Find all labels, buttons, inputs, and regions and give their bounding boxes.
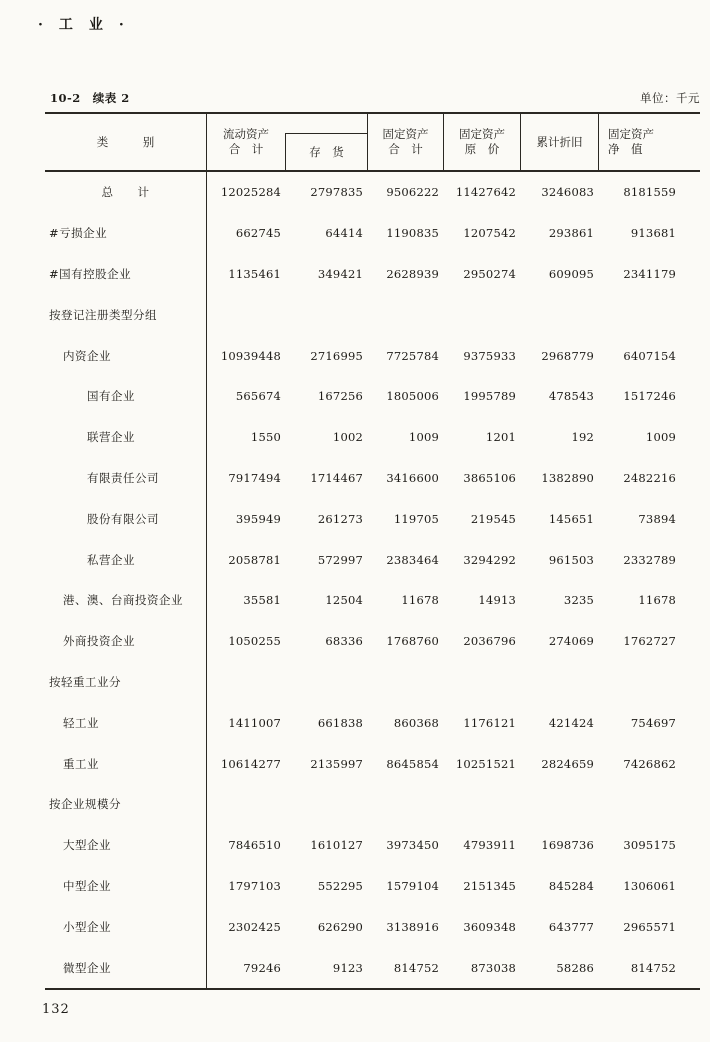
row-value: 1190835	[386, 226, 439, 241]
table-row	[45, 498, 700, 539]
row-value: 145651	[548, 511, 594, 526]
table-caption: 10-2 续表 2	[50, 91, 130, 105]
row-value: 293861	[548, 226, 594, 241]
table-row	[45, 621, 700, 662]
row-label: 国有企业	[45, 376, 207, 417]
row-value: 7846510	[228, 838, 281, 853]
row-value: 2058781	[228, 552, 281, 567]
row-value: 1550	[250, 430, 281, 445]
row-value: 845284	[548, 878, 594, 893]
row-value: 14913	[478, 593, 516, 608]
row-label: 轻工业	[45, 702, 207, 743]
row-value: 913681	[630, 226, 676, 241]
row-value: 219545	[470, 511, 516, 526]
row-label: 有限责任公司	[45, 458, 207, 499]
row-value: 3294292	[463, 552, 516, 567]
row-value: 1805006	[386, 389, 439, 404]
row-value: 1207542	[463, 226, 516, 241]
table-row	[45, 866, 700, 907]
row-value: 68336	[325, 634, 363, 649]
row-value: 565674	[235, 389, 281, 404]
row-value: 1306061	[623, 878, 676, 893]
row-value: 478543	[548, 389, 594, 404]
row-value: 572997	[317, 552, 363, 567]
row-label: 重工业	[45, 743, 207, 784]
row-value: 11678	[638, 593, 676, 608]
col-header-depreciation-label: 累计折旧	[536, 134, 583, 149]
row-value: 3138916	[386, 919, 439, 934]
row-value: 9375933	[463, 348, 516, 363]
table-body	[45, 172, 700, 990]
row-value: 2716995	[310, 348, 363, 363]
row-value: 4793911	[463, 838, 516, 853]
row-label: #亏损企业	[45, 213, 207, 254]
row-value: 64414	[325, 226, 363, 241]
row-value: 1579104	[386, 878, 439, 893]
row-value: 8645854	[386, 756, 439, 771]
row-value: 274069	[548, 634, 594, 649]
row-value: 395949	[235, 511, 281, 526]
col-header-inventory	[285, 133, 367, 170]
row-value: 1135461	[228, 266, 281, 281]
row-value: 552295	[317, 878, 363, 893]
table-header	[45, 112, 700, 172]
col-header-fixed-assets-original-line2: 原 价	[464, 142, 500, 156]
row-value: 1762727	[623, 634, 676, 649]
row-value: 9506222	[386, 185, 439, 200]
row-label: 私营企业	[45, 539, 207, 580]
row-value: 2968779	[541, 348, 594, 363]
col-header-depreciation	[520, 114, 598, 170]
row-value: 12025284	[220, 185, 281, 200]
row-value: 661838	[317, 715, 363, 730]
row-label: 按企业规模分	[45, 784, 207, 825]
row-label: 按登记注册类型分组	[45, 294, 207, 335]
row-value: 1714467	[310, 470, 363, 485]
row-value: 349421	[317, 266, 363, 281]
col-header-fixed-assets-total-line2: 合 计	[388, 142, 423, 156]
row-label: 总 计	[45, 172, 207, 213]
col-header-category	[45, 114, 207, 170]
row-value: 7426862	[623, 756, 676, 771]
col-header-current-assets-total	[207, 114, 285, 170]
row-value: 2482216	[623, 470, 676, 485]
row-value: 12504	[325, 593, 363, 608]
row-value: 58286	[556, 960, 594, 975]
row-value: 9123	[332, 960, 363, 975]
row-value: 7917494	[228, 470, 281, 485]
table-row	[45, 376, 700, 417]
col-header-inventory-label: 存 货	[309, 144, 344, 159]
row-value: 10939448	[220, 348, 281, 363]
unit-label: 单位：千元	[640, 91, 700, 105]
row-value: 421424	[548, 715, 594, 730]
row-value: 1009	[408, 430, 439, 445]
row-value: 1201	[485, 430, 516, 445]
row-value: 2332789	[623, 552, 676, 567]
table-row	[45, 417, 700, 458]
table-row	[45, 580, 700, 621]
row-value: 873038	[470, 960, 516, 975]
row-value: 1768760	[386, 634, 439, 649]
col-header-current-assets-line2: 合 计	[228, 142, 264, 156]
row-value: 6407154	[623, 348, 676, 363]
table-row	[45, 294, 700, 335]
row-value: 3609348	[463, 919, 516, 934]
statistics-table	[45, 112, 700, 990]
row-value: 79246	[243, 960, 281, 975]
row-value: 10251521	[455, 756, 516, 771]
row-label: 大型企业	[45, 825, 207, 866]
running-head: · 工 业 ·	[38, 17, 125, 33]
row-value: 2341179	[623, 266, 676, 281]
col-header-current-assets-line1: 流动资产	[223, 127, 269, 141]
table-row	[45, 539, 700, 580]
table-row	[45, 743, 700, 784]
row-value: 754697	[630, 715, 676, 730]
row-value: 609095	[548, 266, 594, 281]
row-label: 港、澳、台商投资企业	[45, 580, 207, 621]
row-value: 3246083	[541, 185, 594, 200]
row-value: 192	[571, 430, 594, 445]
row-label: 按轻重工业分	[45, 662, 207, 703]
row-value: 1995789	[463, 389, 516, 404]
row-label: 联营企业	[45, 417, 207, 458]
table-row	[45, 784, 700, 825]
row-label: #国有控股企业	[45, 254, 207, 295]
row-value: 1610127	[310, 838, 363, 853]
row-value: 167256	[317, 389, 363, 404]
row-value: 814752	[630, 960, 676, 975]
row-value: 3416600	[386, 470, 439, 485]
row-label: 微型企业	[45, 947, 207, 988]
row-label: 外商投资企业	[45, 621, 207, 662]
table-row	[45, 335, 700, 376]
row-value: 860368	[393, 715, 439, 730]
row-value: 2151345	[463, 878, 516, 893]
row-value: 626290	[317, 919, 363, 934]
row-label: 内资企业	[45, 335, 207, 376]
row-label: 中型企业	[45, 866, 207, 907]
row-value: 961503	[548, 552, 594, 567]
page-number: 132	[42, 1002, 70, 1017]
table-row	[45, 906, 700, 947]
row-value: 1797103	[228, 878, 281, 893]
row-value: 2036796	[463, 634, 516, 649]
row-value: 2797835	[310, 185, 363, 200]
row-value: 11427642	[455, 185, 516, 200]
row-value: 2383464	[386, 552, 439, 567]
row-value: 1698736	[541, 838, 594, 853]
row-value: 1176121	[463, 715, 516, 730]
row-value: 10614277	[220, 756, 281, 771]
row-value: 1002	[332, 430, 363, 445]
row-value: 1517246	[623, 389, 676, 404]
row-value: 2950274	[463, 266, 516, 281]
row-value: 35581	[243, 593, 281, 608]
row-value: 2302425	[228, 919, 281, 934]
row-value: 2135997	[310, 756, 363, 771]
row-value: 814752	[393, 960, 439, 975]
row-value: 1050255	[228, 634, 281, 649]
row-value: 3973450	[386, 838, 439, 853]
table-row	[45, 702, 700, 743]
row-value: 2965571	[623, 919, 676, 934]
row-value: 7725784	[386, 348, 439, 363]
row-value: 1009	[645, 430, 676, 445]
col-header-fixed-assets-total-line1: 固定资产	[382, 127, 429, 141]
col-header-fixed-assets-total	[367, 114, 443, 170]
table-row	[45, 213, 700, 254]
row-value: 73894	[638, 511, 676, 526]
col-header-current-assets	[207, 114, 367, 170]
row-value: 3235	[563, 593, 594, 608]
table-row	[45, 458, 700, 499]
row-value: 119705	[393, 511, 439, 526]
row-value: 3865106	[463, 470, 516, 485]
row-value: 261273	[317, 511, 363, 526]
col-header-fixed-assets-original	[443, 114, 520, 170]
row-value: 1411007	[228, 715, 281, 730]
table-row	[45, 825, 700, 866]
row-value: 11678	[401, 593, 439, 608]
col-header-category-label: 类 别	[96, 134, 155, 149]
table-row	[45, 254, 700, 295]
table-row	[45, 947, 700, 988]
row-value: 662745	[235, 226, 281, 241]
col-header-fixed-assets-original-line1: 固定资产	[459, 127, 505, 141]
row-value: 8181559	[623, 185, 676, 200]
row-value: 643777	[548, 919, 594, 934]
row-value: 1382890	[541, 470, 594, 485]
col-header-fixed-assets-net-line2: 净 值	[608, 142, 643, 156]
row-label: 股份有限公司	[45, 498, 207, 539]
col-header-fixed-assets-net-line1: 固定资产	[608, 127, 654, 141]
row-value: 2628939	[386, 266, 439, 281]
row-label: 小型企业	[45, 906, 207, 947]
table-meta	[45, 90, 700, 106]
row-value: 3095175	[623, 838, 676, 853]
row-value: 2824659	[541, 756, 594, 771]
table-row	[45, 662, 700, 703]
table-row	[45, 172, 700, 213]
col-header-fixed-assets-net	[598, 114, 700, 170]
